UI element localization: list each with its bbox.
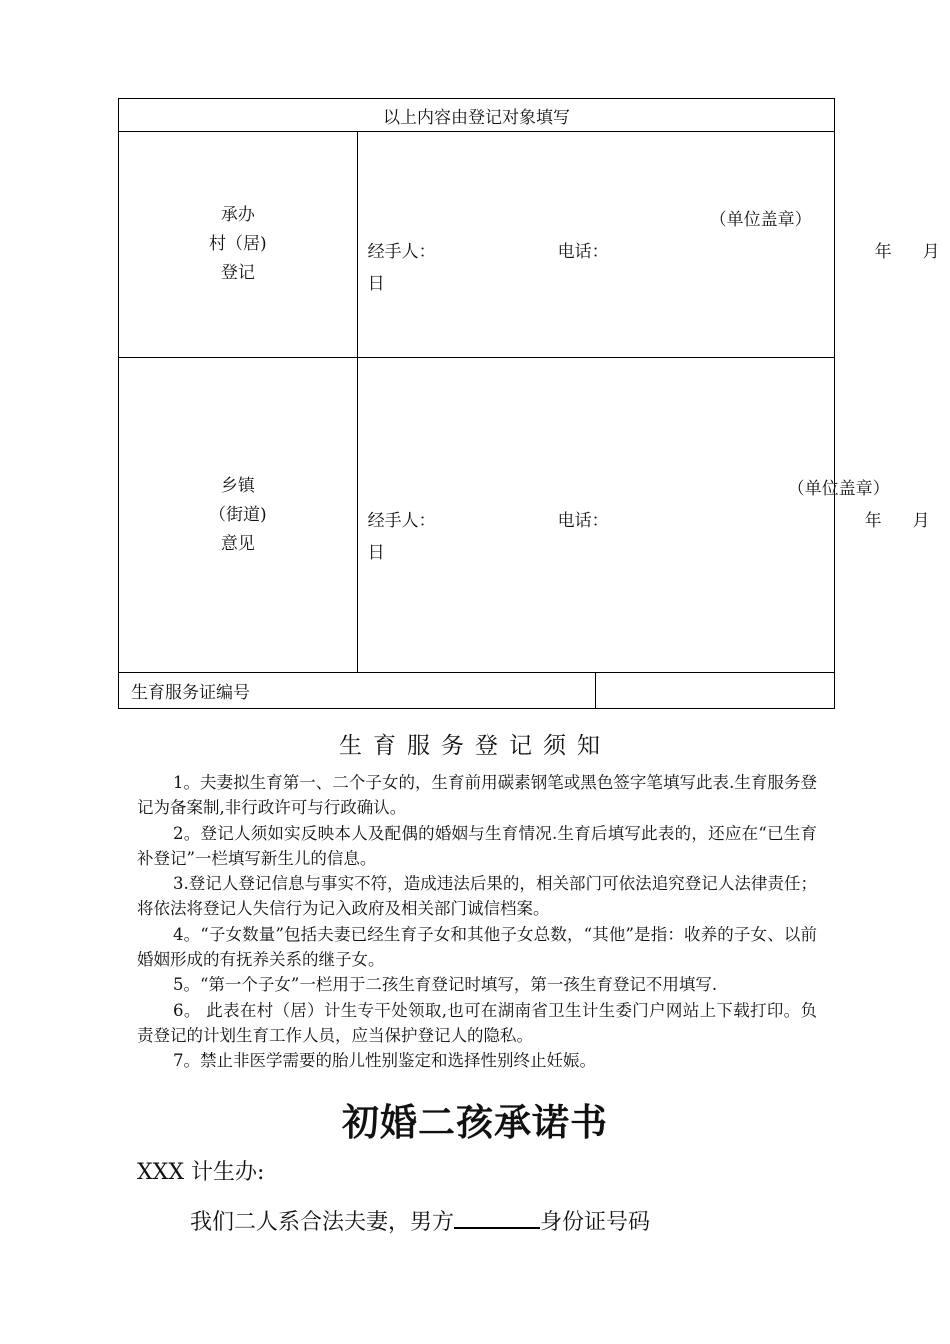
pledge-body-line bbox=[190, 1205, 650, 1236]
pledge-addressee: XXX 计生办: bbox=[137, 1160, 265, 1185]
handler-label: 经手人： bbox=[367, 511, 436, 531]
day-label: 日 bbox=[367, 274, 385, 294]
form-caption: 以上内容由登记对象填写 bbox=[119, 99, 835, 132]
husband-name-blank[interactable] bbox=[454, 1209, 540, 1229]
notice-item: 3.登记人登记信息与事实不符，造成违法后果的，相关部门可依法追究登记人法律责任；将依法将登记人失信行为记入政府及相关部门诚信档案。 bbox=[137, 874, 817, 919]
certificate-number-field[interactable] bbox=[596, 673, 835, 709]
month-label: 月 bbox=[922, 242, 940, 262]
notice-item: 4。“子女数量”包括夫妻已经生育子女和其他子女总数，“其他”是指：收养的子女、以前婚姻形成的有抚养关系的继子女。 bbox=[137, 924, 817, 970]
township-opinion-row bbox=[119, 358, 835, 673]
registration-form-table bbox=[118, 98, 940, 709]
notice-item: 6。 此表在村（居）计生专干处领取,也可在湖南省卫生计生委门户网站上下载打印。负责登记的计划生育工作人员，应当保护登记人的隐私。 bbox=[137, 1000, 817, 1045]
certificate-number-label: 生育服务证编号 bbox=[119, 673, 596, 709]
pledge-body-end: 身份证号码 bbox=[540, 1210, 651, 1235]
notice-item: 1。夫妻拟生育第一、二个子女的，生育前用碳素钢笔或黑色签字笔填写此表.生育服务登记为备案制,非行政许可与行政确认。 bbox=[137, 773, 817, 818]
pledge-title: 初婚二孩承诺书 bbox=[342, 1100, 608, 1144]
village-registration-content bbox=[357, 132, 940, 358]
notice-item: 7。禁止非医学需要的胎儿性别鉴定和选择性别终止妊娠。 bbox=[173, 1051, 596, 1071]
township-opinion-label: 乡镇 （街道) 意见 bbox=[119, 358, 358, 673]
month-label: 月 bbox=[912, 511, 930, 531]
village-registration-label: 承办 村（居) 登记 bbox=[119, 132, 358, 358]
notice-title: 生育服务登记须知 bbox=[339, 733, 611, 759]
notice-item: 5。“第一个子女”一栏用于二孩生育登记时填写，第一孩生育登记不用填写. bbox=[173, 975, 718, 995]
year-label: 年 bbox=[874, 242, 892, 262]
notice-item: 2。登记人须如实反映本人及配偶的婚姻与生育情况.生育后填写此表的，还应在“已生育补登记”一栏填写新生儿的信息。 bbox=[137, 823, 817, 868]
unit-stamp-label: （单位盖章） bbox=[709, 210, 812, 230]
unit-stamp-label: （单位盖章） bbox=[787, 479, 890, 499]
township-opinion-content bbox=[357, 358, 930, 673]
pledge-body-start: 我们二人系合法夫妻，男方 bbox=[190, 1210, 455, 1235]
phone-label: 电话： bbox=[557, 511, 609, 531]
year-label: 年 bbox=[864, 511, 882, 531]
certificate-number-row bbox=[119, 673, 835, 709]
phone-label: 电话： bbox=[557, 242, 609, 262]
day-label: 日 bbox=[367, 543, 385, 563]
village-registration-row bbox=[119, 132, 835, 358]
notice-list bbox=[137, 770, 817, 1074]
handler-label: 经手人： bbox=[367, 242, 436, 262]
